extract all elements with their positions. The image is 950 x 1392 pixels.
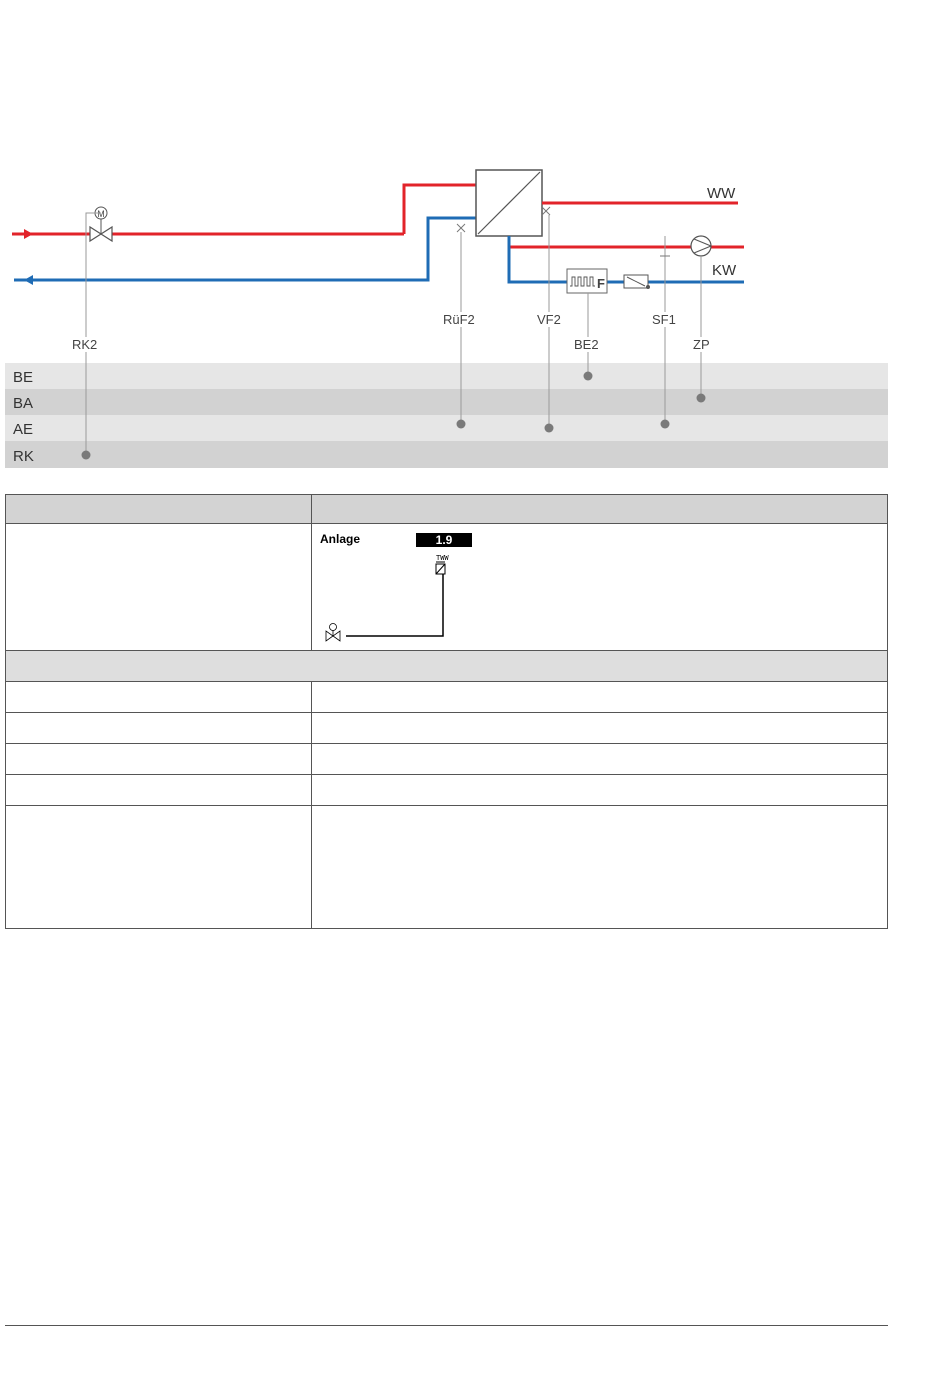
table-cell bbox=[312, 806, 888, 929]
sf1-dot bbox=[661, 420, 670, 429]
tank-valve-icon bbox=[436, 562, 445, 574]
rk2-label: RK2 bbox=[72, 337, 98, 352]
return-arrow-icon bbox=[24, 275, 33, 285]
ruf2-sensor-icon bbox=[457, 224, 465, 232]
rk2-dot bbox=[82, 451, 91, 460]
vf2-label: VF2 bbox=[537, 312, 561, 327]
footer-rule bbox=[5, 1325, 888, 1326]
kw-label: KW bbox=[712, 262, 737, 279]
supply-arrow-icon bbox=[24, 229, 33, 239]
table-row bbox=[6, 682, 888, 713]
display-title: Anlage bbox=[320, 532, 361, 546]
flow-meter-icon bbox=[567, 269, 607, 293]
valve-motor-letter: M bbox=[97, 209, 105, 219]
table-cell bbox=[6, 775, 312, 806]
table-header-row bbox=[6, 495, 888, 524]
band-be bbox=[5, 363, 888, 389]
table-header-cell bbox=[312, 495, 888, 524]
table-cell bbox=[312, 744, 888, 775]
table-cell bbox=[6, 744, 312, 775]
band-label-rk: RK bbox=[13, 448, 34, 465]
ruf2-dot bbox=[457, 420, 466, 429]
table-cell bbox=[6, 806, 312, 929]
table-cell bbox=[312, 775, 888, 806]
zp-dot bbox=[697, 394, 706, 403]
signal-bands bbox=[5, 363, 888, 468]
table-cell bbox=[312, 682, 888, 713]
zp-label: ZP bbox=[693, 337, 710, 352]
ww-label: WW bbox=[707, 185, 736, 202]
vf2-dot bbox=[545, 424, 554, 433]
vf2-sensor-icon bbox=[542, 207, 550, 215]
ruf2-label: RüF2 bbox=[443, 312, 475, 327]
display-graphic bbox=[312, 524, 612, 650]
display-pipe-line bbox=[346, 574, 443, 636]
primary-return-line bbox=[14, 218, 476, 280]
circulation-pump-icon bbox=[691, 236, 711, 256]
band-ba bbox=[5, 389, 888, 415]
be2-dot bbox=[584, 372, 593, 381]
table-section-row bbox=[6, 651, 888, 682]
table-row bbox=[6, 775, 888, 806]
table-row bbox=[6, 713, 888, 744]
controller-display bbox=[312, 524, 887, 650]
primary-supply-line bbox=[12, 185, 476, 234]
control-valve-icon bbox=[90, 207, 112, 241]
table-cell bbox=[6, 524, 312, 651]
display-valve-icon bbox=[326, 624, 340, 642]
band-label-ba: BA bbox=[13, 395, 34, 412]
be2-device-letter: F bbox=[597, 276, 605, 291]
hydraulic-schematic bbox=[0, 0, 950, 480]
display-value: 1.9 bbox=[416, 533, 472, 547]
check-valve-icon bbox=[624, 275, 650, 289]
table-row bbox=[6, 806, 888, 929]
display-row bbox=[6, 524, 888, 651]
sf1-label: SF1 bbox=[652, 312, 676, 327]
be2-label: BE2 bbox=[574, 337, 599, 352]
band-rk bbox=[5, 441, 888, 468]
table-section-cell bbox=[6, 651, 888, 682]
display-tag: TWW bbox=[436, 554, 449, 562]
table-cell bbox=[312, 713, 888, 744]
band-label-be: BE bbox=[13, 369, 34, 386]
table-cell bbox=[6, 713, 312, 744]
band-ae bbox=[5, 415, 888, 441]
band-label-ae: AE bbox=[13, 421, 34, 438]
display-cell bbox=[312, 524, 888, 651]
table-header-cell bbox=[6, 495, 312, 524]
table-row bbox=[6, 744, 888, 775]
heat-exchanger bbox=[476, 170, 542, 236]
table-cell bbox=[6, 682, 312, 713]
configuration-table bbox=[5, 494, 888, 929]
